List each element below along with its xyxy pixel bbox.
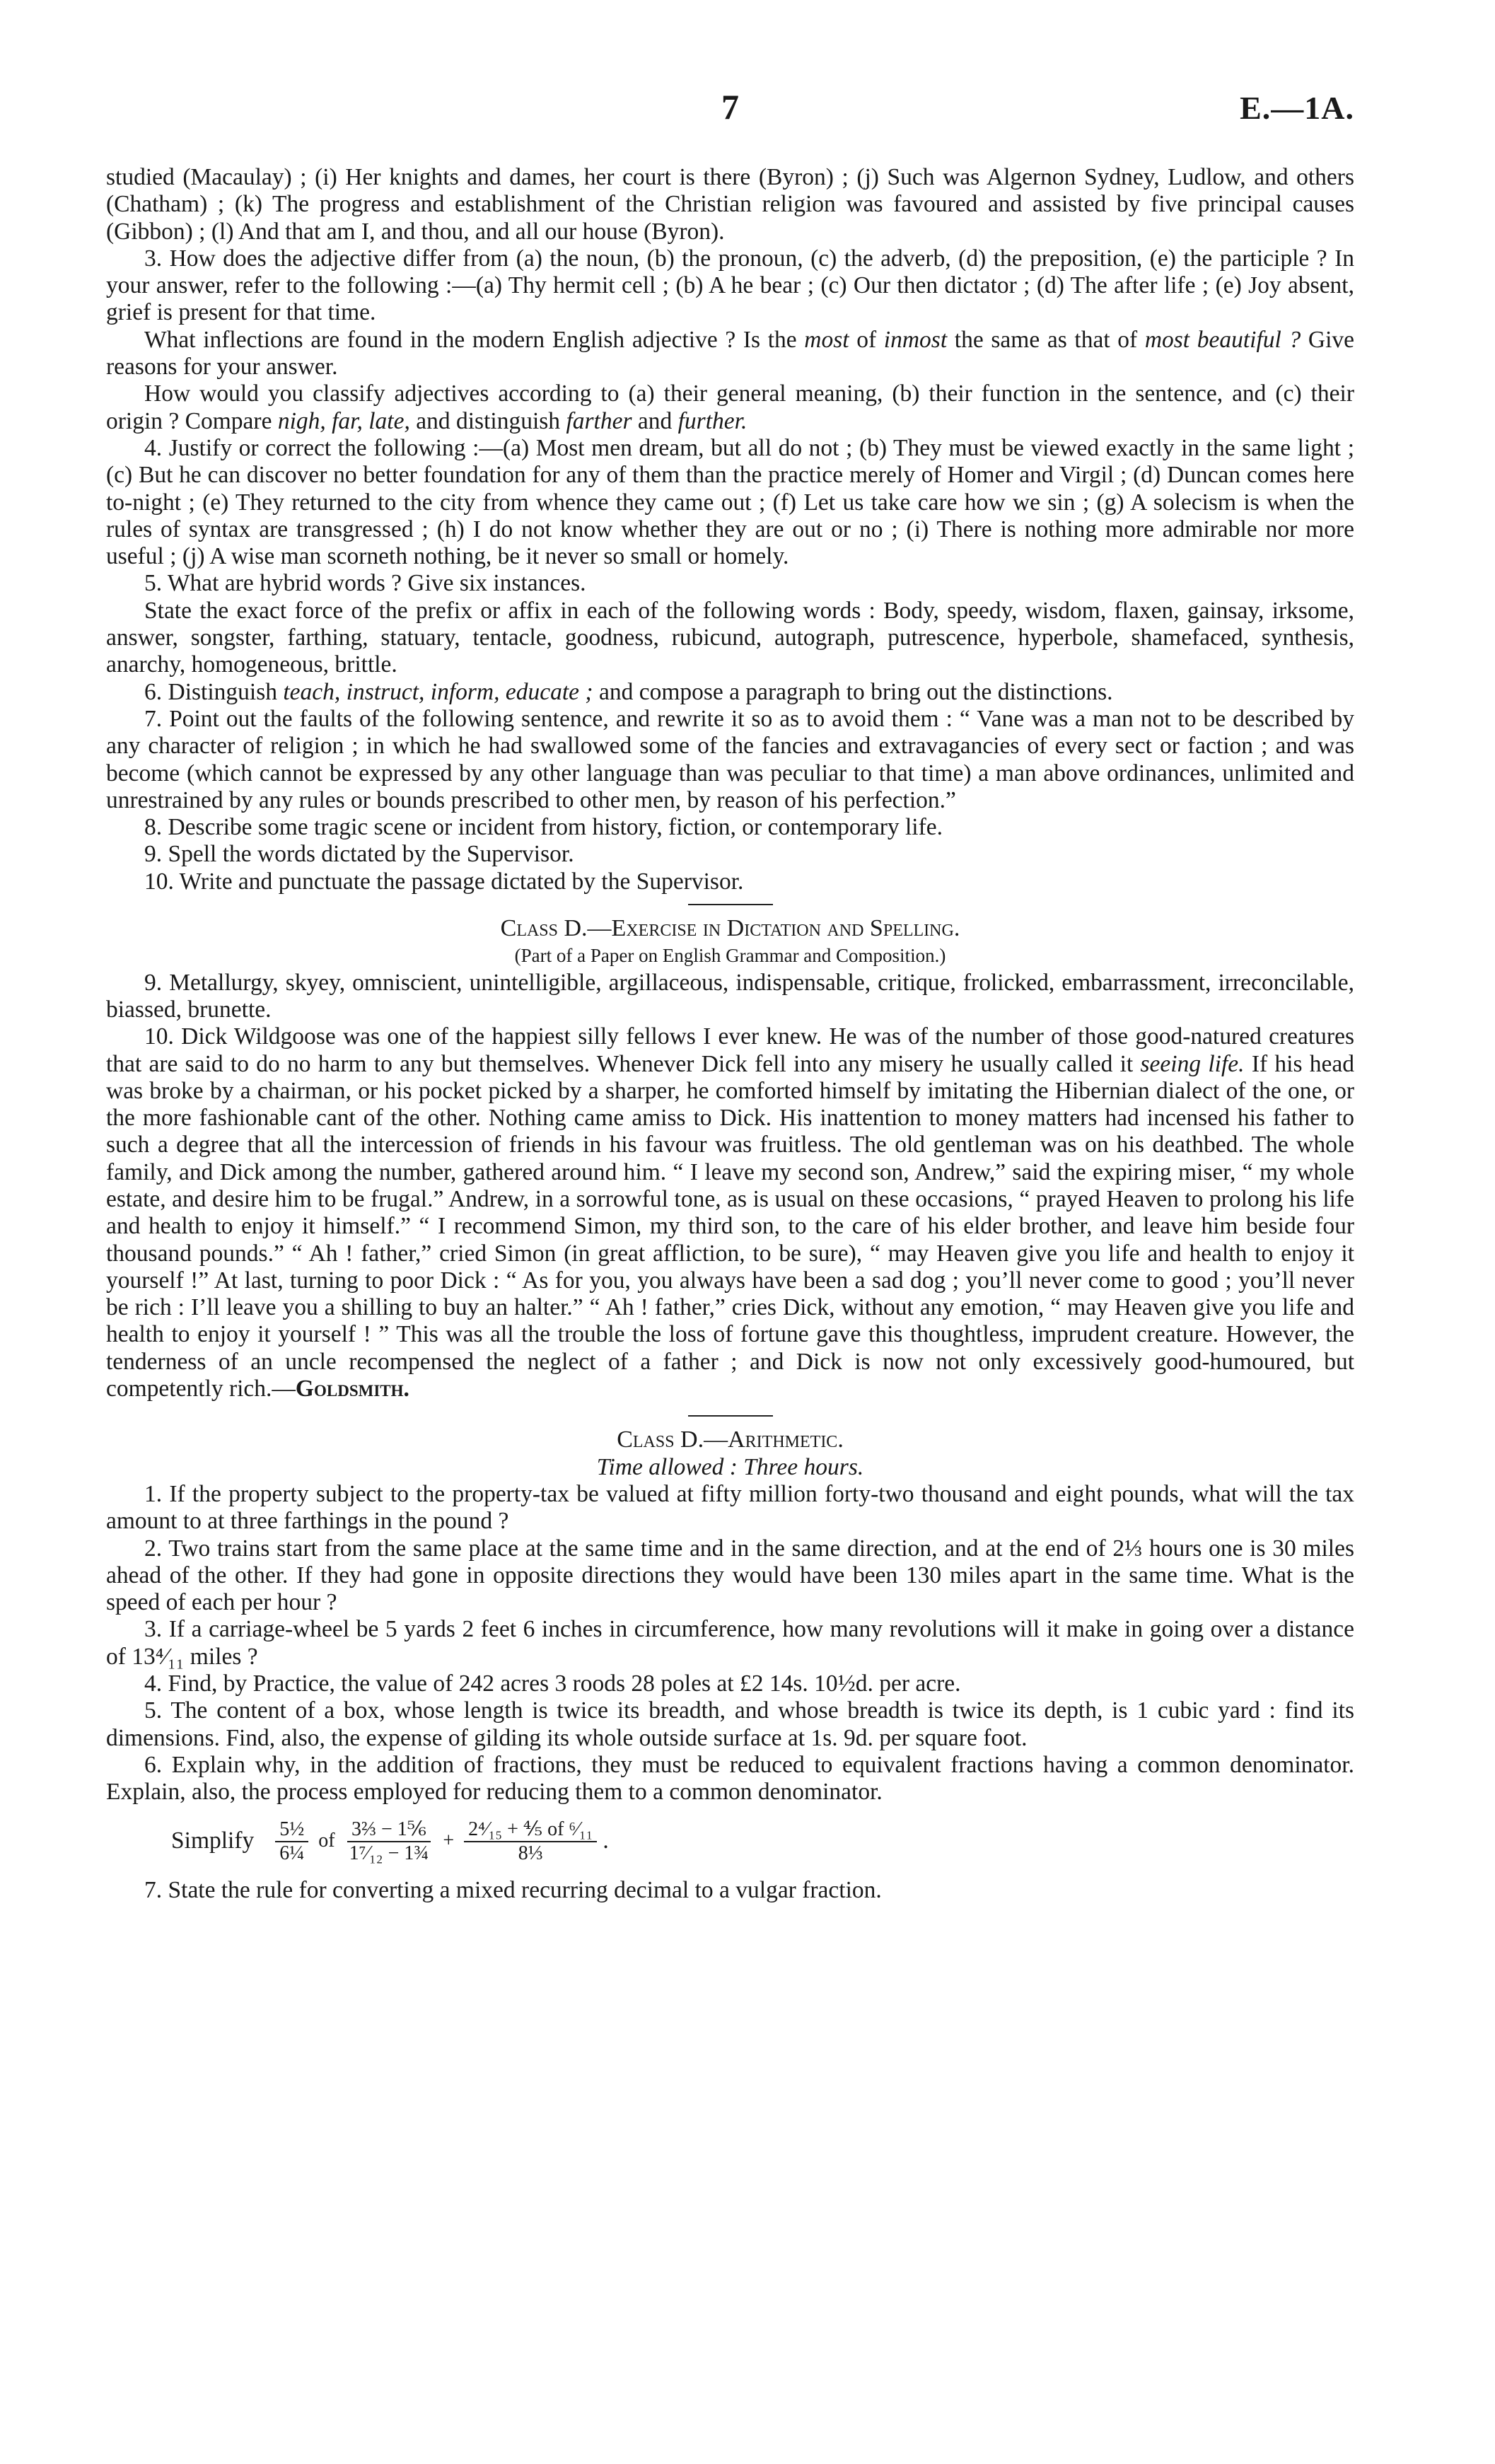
fraction-3: $\frac{\text{2⁴⁄₁₅ + ⅘ of ⁶⁄₁₁}}{\text{8⅓}}$ xyxy=(464,1818,597,1865)
dictation-question-10: 10. Dick Wildgoose was one of the happiest silly fellows I ever knew. He was of the number of those good-natured creatures that are said to do no harm to any but themselves. Whenever Dick fell into any misery he usually called it seeing life. If his head was broke by a chairman, or his pocket picked by a sharper, he comforted himself by imitating the Hibernian dialect of the one, or the more fashionable cant of the other. Nothing came amiss to Dick. His inattention to money matters had incensed his father to such a degree that all the intercession of friends in his favour was fruitless. The old gentleman was on his deathbed. The whole family, and Dick among the number, gathered around him. “ I leave my second son, Andrew,” said the expiring miser, “ my whole estate, and desire him to be frugal.” Andrew, in a sorrowful tone, as is usual on these occasions, “ prayed Heaven to prolong his life and health to enjoy it himself.” “ I recommend Simon, my third son, to the care of his elder brother, and leave him beside four thousand pounds.” “ Ah ! father,” cried Simon (in great affliction, to be sure), “ may Heaven give you life and health to enjoy it yourself !” At last, turning to poor Dick : “ As for you, you always have been a sad dog ; you’ll never come to good ; you’ll never be rich : I’ll leave you a shilling to buy an halter.” “ Ah ! father,” cries Dick, without any emotion, “ may Heaven give you life and health to enjoy it yourself ! ” This was all the trouble the loss of fortune gave this thoughtless, imprudent creature. However, the tenderness of an uncle recompensed the neglect of a father ; and Dick is now not only excessively good-humoured, but competently rich.—Goldsmith. xyxy=(106,1023,1354,1402)
page-body xyxy=(106,164,1354,1904)
document-code: E.—1A. xyxy=(1240,90,1354,126)
time-allowed: Time allowed : Three hours. xyxy=(596,1453,864,1480)
simplify-expression xyxy=(171,1806,1354,1877)
question-3-inflections: What inflections are found in the modern English adjective ? Is the most of inmost the same as that of most beautiful ? Give reasons for your answer. xyxy=(106,326,1355,380)
arithmetic-question-2: 2. Two trains start from the same place at the same time and in the same direction, and at the end of 2⅓ hours one is 30 miles ahead of the other. If they had gone in opposite directions they would have been 130 miles apart in the same time. What is the speed of each per hour ? xyxy=(106,1535,1354,1616)
dictation-heading: Class D.—Exercise in Dictation and Spelling. xyxy=(500,915,960,942)
question-10: 10. Write and punctuate the passage dictated by the Supervisor. xyxy=(144,868,744,895)
question-3-classify: How would you classify adjectives according to (a) their general meaning, (b) their function in the sentence, and (c) their origin ? Compare nigh, far, late, and distinguish farther and further. xyxy=(106,380,1354,434)
author-credit: Goldsmith. xyxy=(295,1376,409,1402)
question-8: 8. Describe some tragic scene or incident from history, fiction, or contemporary life. xyxy=(144,814,943,841)
page-number: 7 xyxy=(721,87,739,127)
fraction-1: $\frac{\text{5½}}{\text{6¼}}$ xyxy=(275,1818,308,1865)
question-3: 3. How does the adjective differ from (a) the noun, (b) the pronoun, (c) the adverb, (d) the preposition, (e) the participle ? In your answer, refer to the following :—(a) Thy hermit cell ; (b) A he bear ; (c) Our then dictator ; (d) The after life ; (e) Joy absent, grief is present for that time. xyxy=(106,245,1354,326)
question-4: 4. Justify or correct the following :—(a) Most men dream, but all do not ; (b) They must be viewed exactly in the same light ; (c) But he can discover no better foundation for any of them than the practice merely of Homer and Virgil ; (d) Duncan comes here to-night ; (e) They returned to the city from whence they came out ; (f) Let us take care how we sin ; (g) A solecism is when the rules of syntax are transgressed ; (h) I do not know whether they are out or no ; (i) There is nothing more admirable nor more useful ; (j) A wise man scorneth nothing, be it never so small or homely. xyxy=(106,434,1354,570)
arithmetic-question-4: 4. Find, by Practice, the value of 242 acres 3 roods 28 poles at £2 14s. 10½d. per acre. xyxy=(144,1670,961,1697)
page-header xyxy=(106,86,1354,136)
plus-sign: + xyxy=(443,1830,455,1852)
arithmetic-question-5: 5. The content of a box, whose length is twice its breadth, and whose breadth is twice its depth, is 1 cubic yard : find its dimensions. Find, also, the expense of gilding its whole outside surface at 1s. 9d. per square foot. xyxy=(106,1697,1354,1751)
dictation-question-9: 9. Metallurgy, skyey, omniscient, unintelligible, argillaceous, indispensable, critique, frolicked, embarrassment, irreconcilable, biassed, brunette. xyxy=(106,969,1354,1023)
dictation-subheading: (Part of a Paper on English Grammar and Composition.) xyxy=(514,945,946,967)
arithmetic-question-1: 1. If the property subject to the property-tax be valued at fifty million forty-two thousand and eight pounds, what will the tax amount to at three farthings in the pound ? xyxy=(106,1480,1354,1535)
paragraph-continued: studied (Macaulay) ; (i) Her knights and dames, her court is there (Byron) ; (j) Such was Algernon Sydney, Ludlow, and others (Chatham) ; (k) The progress and establishment of the Christian religion was favoured and assisted by five principal causes (Gibbon) ; (l) And that am I, and thou, and all our house (Byron). xyxy=(106,164,1354,245)
question-5: 5. What are hybrid words ? Give six instances. xyxy=(144,570,586,597)
arithmetic-question-7: 7. State the rule for converting a mixed recurring decimal to a vulgar fraction. xyxy=(144,1876,882,1903)
question-6: 6. Distinguish teach, instruct, inform, educate ; and compose a paragraph to bring out the distinctions. xyxy=(144,678,1113,705)
section-divider xyxy=(688,1415,773,1417)
expression-period: . xyxy=(603,1827,609,1854)
arithmetic-heading: Class D.—Arithmetic. xyxy=(617,1426,844,1453)
question-7: 7. Point out the faults of the following sentence, and rewrite it so as to avoid them : “ Vane was a man not to be described by any character of religion ; in which he had swallowed some of the fancies and extravagancies of every sect or faction ; and was become (which cannot be expressed by any other language than was peculiar to that time) a man above ordinances, unlimited and unrestrained by any rules or bounds prescribed to other men, by reason of his perfection.” xyxy=(106,705,1354,813)
arithmetic-question-6: 6. Explain why, in the addition of fractions, they must be reduced to equivalent fractions having a common denominator. Explain, also, the process employed for reducing them to a common denominator. xyxy=(106,1751,1354,1806)
question-5-prefixes: State the exact force of the prefix or affix in each of the following words : Body, speedy, wisdom, flaxen, gainsay, irksome, answer, songster, farthing, statuary, tentacle, goodness, rubicund, autograph, putrescence, hyperbole, shamefaced, synthesis, anarchy, homogeneous, brittle. xyxy=(106,597,1354,678)
question-9: 9. Spell the words dictated by the Supervisor. xyxy=(144,841,574,868)
simplify-label: Simplify xyxy=(171,1827,255,1854)
arithmetic-question-3: 3. If a carriage-wheel be 5 yards 2 feet 6 inches in circumference, how many revolutions will it make in going over a distance of 13⁴⁄₁₁ miles ? xyxy=(106,1616,1354,1670)
fraction-2: $\frac{\text{3⅔ − 1⅚}}{\text{1⁷⁄₁₂ − 1¾}}$ xyxy=(345,1818,434,1865)
of-word: of xyxy=(318,1830,335,1852)
section-divider xyxy=(688,904,773,905)
